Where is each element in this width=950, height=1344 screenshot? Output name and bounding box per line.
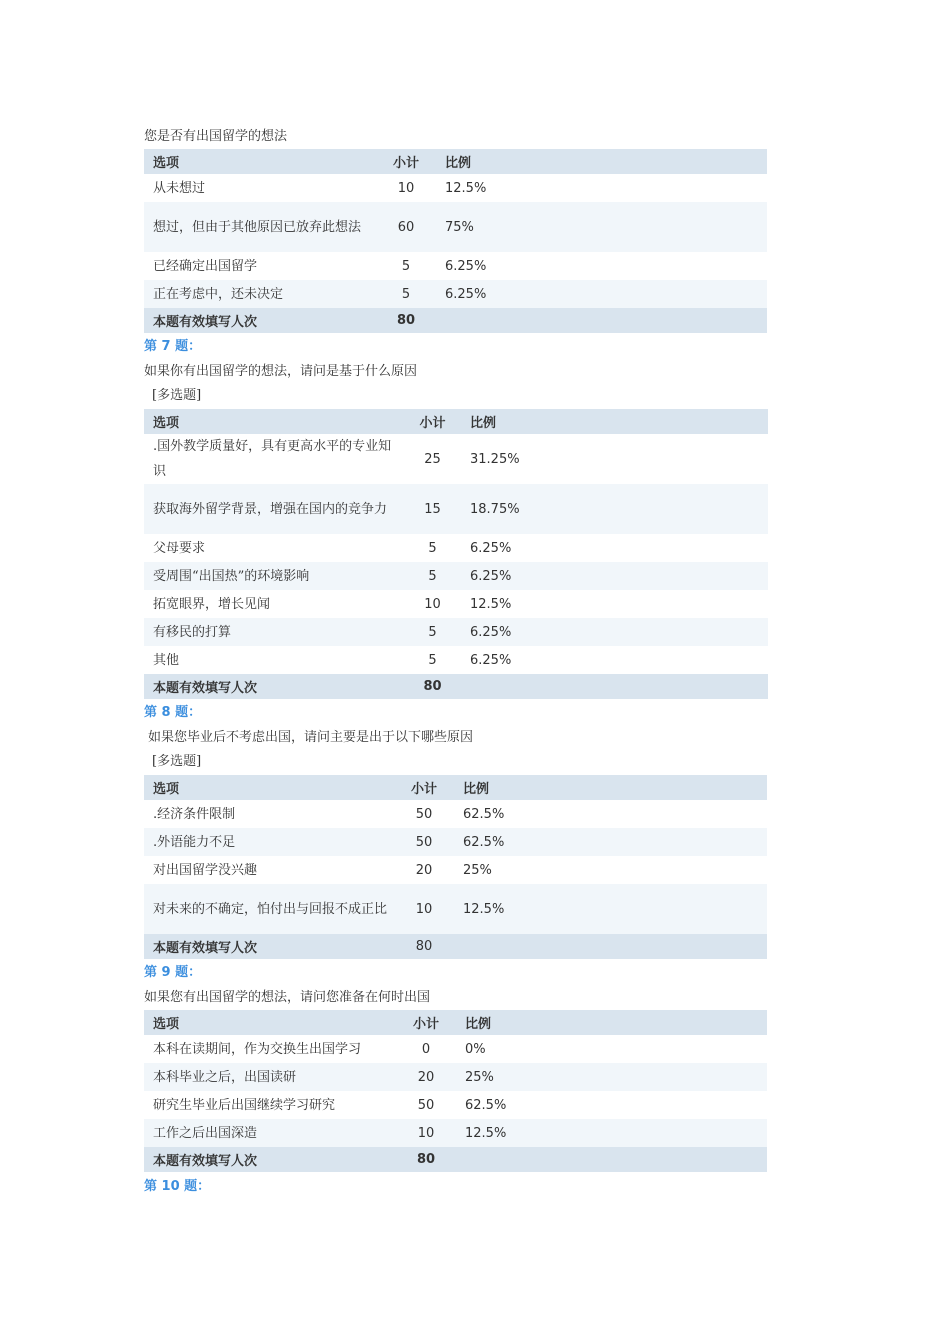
option-count: 5 <box>404 618 461 646</box>
q9-result-table <box>144 1010 767 1172</box>
table-header <box>144 775 767 800</box>
table-row <box>144 434 768 484</box>
option-label: 获取海外留学背景，增强在国内的竞争力 <box>144 484 404 534</box>
table-row <box>144 1035 767 1063</box>
option-label: 父母要求 <box>153 540 206 556</box>
option-label: 对未来的不确定，怕付出与回报不成正比 <box>144 884 394 934</box>
header-option: 选项 <box>144 1010 396 1035</box>
table-footer <box>144 674 768 699</box>
option-percent: 12.5% <box>470 596 512 612</box>
q7-result-table <box>144 409 768 699</box>
option-count: 5 <box>428 540 437 556</box>
option-percent: 6.25% <box>436 280 767 308</box>
q9-question-text: 如果您有出国留学的想法，请问您准备在何时出国 <box>144 990 431 1005</box>
option-percent: 62.5% <box>465 1097 507 1113</box>
footer-label: 本题有效填写人次 <box>144 674 404 699</box>
option-count: 10 <box>396 1119 456 1147</box>
option-count: 10 <box>424 596 441 612</box>
table-row <box>144 1119 767 1147</box>
option-label: .经济条件限制 <box>153 806 236 822</box>
table-row <box>144 174 767 202</box>
table-row <box>144 1091 767 1119</box>
option-percent: 6.25% <box>461 618 768 646</box>
table-header <box>144 1010 767 1035</box>
q8-number: 第 8 题： <box>144 705 202 720</box>
header-count: 小计 <box>394 775 454 800</box>
header-count: 小计 <box>404 409 461 434</box>
footer-count: 80 <box>394 934 454 959</box>
option-percent: 0% <box>465 1041 486 1057</box>
table-row <box>144 856 767 884</box>
option-percent: 75% <box>436 202 767 252</box>
option-count: 10 <box>397 180 415 196</box>
table-row <box>144 618 768 646</box>
option-count: 20 <box>415 862 433 878</box>
option-count: 0 <box>421 1041 431 1057</box>
table-row <box>144 1063 767 1091</box>
q8-multi-tag: [多选题] <box>152 754 202 769</box>
option-label: 工作之后出国深造 <box>144 1119 396 1147</box>
footer-count: 80 <box>404 674 461 699</box>
q7-number: 第 7 题： <box>144 339 202 354</box>
option-count: 25 <box>424 451 441 467</box>
option-count: 60 <box>376 202 436 252</box>
table-row <box>144 484 768 534</box>
table-row <box>144 884 767 934</box>
option-label: 已经确定出国留学 <box>153 258 258 274</box>
option-label: 受周围“出国热”的环境影响 <box>144 562 404 590</box>
header-percent: 比例 <box>436 149 767 174</box>
footer-count: 80 <box>376 308 436 333</box>
q6-question-text: 您是否有出国留学的想法 <box>144 129 288 144</box>
header-percent: 比例 <box>456 1010 767 1035</box>
option-percent: 12.5% <box>454 884 767 934</box>
option-count: 50 <box>394 828 454 856</box>
option-percent: 6.25% <box>445 258 487 274</box>
header-option: 选项 <box>144 149 376 174</box>
q6-result-table <box>144 149 767 333</box>
option-label: 从未想过 <box>153 180 206 196</box>
option-label: 本科毕业之后，出国读研 <box>144 1063 396 1091</box>
table-row <box>144 280 767 308</box>
option-label: 拓宽眼界，增长见闻 <box>153 596 271 612</box>
option-count: 20 <box>396 1063 456 1091</box>
q8-result-table <box>144 775 767 959</box>
header-percent: 比例 <box>461 409 768 434</box>
option-percent: 6.25% <box>461 562 768 590</box>
option-count: 5 <box>376 280 436 308</box>
option-label: 正在考虑中，还未决定 <box>144 280 376 308</box>
header-count: 小计 <box>376 149 436 174</box>
option-percent: 6.25% <box>470 540 512 556</box>
table-row <box>144 562 768 590</box>
option-label: 想过，但由于其他原因已放弃此想法 <box>144 202 376 252</box>
table-header <box>144 149 767 174</box>
table-row <box>144 646 768 674</box>
q7-question-text: 如果你有出国留学的想法，请问是基于什么原因 <box>144 364 418 379</box>
table-row <box>144 534 768 562</box>
q9-number: 第 9 题： <box>144 965 202 980</box>
header-option: 选项 <box>144 409 404 434</box>
option-label: .外语能力不足 <box>144 828 394 856</box>
table-row <box>144 252 767 280</box>
q8-question-text: 如果您毕业后不考虑出国，请问主要是出于以下哪些原因 <box>148 730 474 745</box>
header-count: 小计 <box>396 1010 456 1035</box>
option-percent: 12.5% <box>445 180 487 196</box>
header-percent: 比例 <box>454 775 767 800</box>
option-count: 15 <box>404 484 461 534</box>
option-percent: 6.25% <box>470 652 512 668</box>
option-percent: 31.25% <box>470 451 520 467</box>
footer-count: 80 <box>396 1147 456 1172</box>
q7-multi-tag: [多选题] <box>152 388 202 403</box>
option-label: 本科在读期间，作为交换生出国学习 <box>153 1041 362 1057</box>
footer-label: 本题有效填写人次 <box>144 308 376 333</box>
option-percent: 12.5% <box>456 1119 767 1147</box>
option-label: .国外教学质量好，具有更高水平的专业知识 <box>153 439 392 479</box>
option-count: 5 <box>404 562 461 590</box>
header-option: 选项 <box>144 775 394 800</box>
q10-number: 第 10 题： <box>144 1179 211 1194</box>
footer-label: 本题有效填写人次 <box>144 1147 396 1172</box>
table-footer <box>144 1147 767 1172</box>
option-count: 50 <box>415 806 433 822</box>
table-footer <box>144 308 767 333</box>
option-label: 其他 <box>153 652 180 668</box>
option-percent: 18.75% <box>461 484 768 534</box>
option-count: 5 <box>428 652 437 668</box>
option-label: 对出国留学没兴趣 <box>153 862 258 878</box>
footer-label: 本题有效填写人次 <box>144 934 394 959</box>
option-label: 有移民的打算 <box>144 618 404 646</box>
table-footer <box>144 934 767 959</box>
option-count: 10 <box>394 884 454 934</box>
option-label: 研究生毕业后出国继续学习研究 <box>153 1097 336 1113</box>
option-percent: 62.5% <box>463 806 505 822</box>
option-count: 5 <box>401 258 411 274</box>
table-row <box>144 800 767 828</box>
table-header <box>144 409 768 434</box>
table-row <box>144 202 767 252</box>
table-row <box>144 828 767 856</box>
option-percent: 25% <box>463 862 492 878</box>
option-percent: 25% <box>456 1063 767 1091</box>
table-row <box>144 590 768 618</box>
option-percent: 62.5% <box>454 828 767 856</box>
option-count: 50 <box>417 1097 435 1113</box>
